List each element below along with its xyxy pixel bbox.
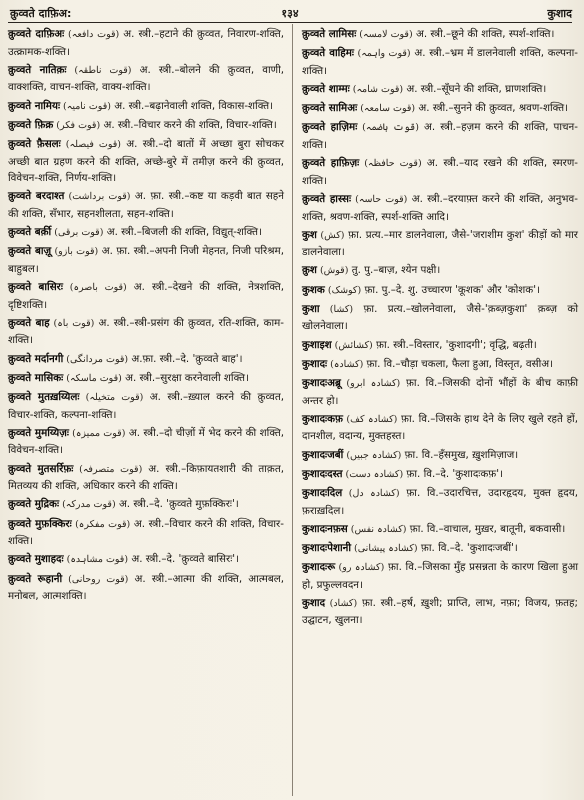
- entry-headword: क़ुव्वते रूहानी: [8, 572, 63, 585]
- entry-urdu-script: (قوت حاسہ): [351, 193, 408, 205]
- entry-definition: फ़ा. वि.–चौड़ा चकला, फैला हुआ, विस्तृत, वसीअ।: [363, 357, 554, 370]
- entry-headword: क़ुव्वते बाह: [8, 316, 50, 329]
- entry-definition: अ. स्त्री.–सूँघने की शक्ति, घ्राणशक्ति।: [403, 82, 547, 95]
- entry-urdu-script: (کشادہ کف): [342, 413, 398, 425]
- entry-definition: फ़ा. वि.–वाचाल, मुख़र, बातूनी, बकवासी।: [406, 522, 566, 535]
- entry-urdu-script: (قوت فیصلہ): [60, 138, 122, 150]
- entry-headword: क़ुव्वते मुशाहदः: [8, 553, 64, 566]
- entry-urdu-script: (قوت سامعہ): [357, 103, 416, 115]
- entry-definition: तु. पु.–बाज़, श्येन पक्षी।: [348, 264, 441, 277]
- entry-headword: क़ुव्वते सामिअः: [302, 102, 358, 115]
- entry-headword: कुशाइश: [302, 338, 332, 351]
- entry-definition: अ. स्त्री.–हटाने की क़ुव्वत, निवारण-शक्ति, उत्क्रामक-शक्ति।: [8, 28, 284, 58]
- dictionary-entry: [8, 351, 284, 369]
- entry-definition: अ.फ़ा. स्त्री.–दे. 'क़ुव्वते बाह'।: [128, 352, 243, 365]
- entry-urdu-script: (قوت باہ): [49, 317, 95, 329]
- entry-headword: क़ुव्वते मुफ़क्किरः: [8, 517, 72, 530]
- entry-definition: अ. स्त्री.–दे. 'क़ुव्वते बासिरः'।: [128, 553, 240, 566]
- entry-urdu-script: (کشادہ رو): [335, 562, 385, 574]
- entry-headword: क़ुव्वते बाज़ू: [8, 245, 52, 258]
- dictionary-entry: [8, 571, 284, 605]
- dictionary-entry: [302, 262, 578, 280]
- entry-definition: फ़ा. वि.–दे. 'कुशादःजबीं'।: [417, 541, 518, 554]
- entry-definition: अ. स्त्री.–बिजली की शक्ति, विद्युत्-शक्ति।: [103, 226, 262, 239]
- entry-urdu-script: (قوت برداشت): [64, 191, 131, 203]
- entry-definition: अ. स्त्री.–ख़्याल करने की क़ुव्वत, विचार-शक्ति, कल्पना-शक्ति।: [8, 391, 284, 421]
- entry-urdu-script: (قوت مدرکہ): [59, 499, 116, 511]
- dictionary-entry: [8, 425, 284, 459]
- entry-definition: अ. स्त्री.–छूने की शक्ति, स्पर्श-शक्ति।: [412, 28, 555, 40]
- entry-headword: क़ुव्वते शाम्मः: [302, 82, 350, 95]
- entry-headword: कुशादःजबीं: [302, 448, 344, 461]
- dictionary-entry: [8, 496, 284, 514]
- entry-urdu-script: (قوت فکر): [53, 119, 101, 131]
- entry-definition: अ. स्त्री.–देखने की शक्ति, नेत्रशक्ति, दृष्टिशक्ति।: [8, 281, 285, 311]
- entry-definition: अ. स्त्री.–आत्मा की शक्ति, आत्मबल, मनोबल, आत्मशक्ति।: [8, 572, 285, 603]
- column-divider: [292, 24, 293, 796]
- entry-headword: क़ुव्वते मर्दानगी: [8, 352, 64, 365]
- entry-urdu-script: (کشادہ دست): [342, 468, 404, 480]
- dictionary-entry: [8, 188, 284, 222]
- entry-definition: फ़ा. स्त्री.–हर्ष, ख़ुशी; प्राप्ति, लाभ, नफ़ा; विजय, फ़तह; उद्घाटन, खुलना।: [302, 596, 578, 627]
- header-guide-word-left: क़ुव्वते दाफ़िअ:: [10, 7, 72, 20]
- entry-definition: फ़ा. प्रत्य.–मार डालनेवाला, जैसे-'जराशीम कुश' कीड़ों को मार डालनेवाला।: [302, 228, 578, 259]
- dictionary-entry: [302, 119, 578, 153]
- entry-headword: क़ुव्वते बर्क़ी: [8, 226, 52, 239]
- entry-headword: क़ुव्वते मुद्रिकः: [8, 498, 60, 511]
- entry-definition: फ़ा. वि.–उदारचित्त, उदारहृदय, मुक्त हृदय, फ़राख़दिल।: [302, 486, 578, 517]
- entry-urdu-script: (قوت شامہ): [349, 83, 404, 95]
- dictionary-entry: [302, 26, 578, 44]
- dictionary-entry: [302, 227, 578, 261]
- entry-urdu-script: (کوشک): [324, 284, 362, 296]
- entry-urdu-script: (قوت متصرفہ): [73, 463, 143, 475]
- entry-definition: अ. स्त्री.–दरयाफ़्त करने की शक्ति, अनुभव-शक्ति, श्रवण-शक्ति, स्पर्श-शक्ति आदि।: [302, 192, 578, 223]
- entry-urdu-script: (کشادہ ابرو): [340, 378, 401, 389]
- entry-definition: फ़ा. वि.–दे. 'कुशादःकफ़'।: [403, 467, 503, 480]
- dictionary-entry: [302, 411, 578, 445]
- entry-urdu-script: (قوت ممیزہ): [68, 427, 126, 439]
- entry-headword: क़ुव्वते बासिरः: [8, 281, 63, 294]
- entry-headword: क़ुव्वते मुतख़य्यिलः: [8, 391, 80, 403]
- entry-headword: क़ुव्वते हास्सः: [302, 192, 352, 205]
- entry-urdu-script: (کشادہ پیشانی): [351, 542, 418, 554]
- entry-urdu-script: (قوت برقی): [51, 227, 104, 239]
- entry-definition: अ. स्त्री.–विचार करने की शक्ति, विचार-शक्ति।: [8, 517, 284, 548]
- entry-headword: कुशाद: [302, 596, 326, 609]
- dictionary-entry: [302, 301, 578, 335]
- entry-headword: कुशादःरू: [302, 561, 336, 574]
- entry-definition: फ़ा. वि.–जिसका मुँह प्रसन्नता के कारण खिला हुआ हो, प्रफुल्लवदन।: [302, 561, 578, 591]
- dictionary-entry: [302, 540, 578, 558]
- entry-definition: अ. स्त्री.–सुरक्षा करनेवाली शक्ति।: [121, 371, 249, 384]
- entry-definition: अ. स्त्री.–बोलने की क़ुव्वत, वाणी, वाक्शक्ति, वाचन-शक्ति, वाक्य-शक्ति।: [8, 63, 285, 94]
- entry-urdu-script: (قوت مشاہدہ): [63, 554, 129, 566]
- entry-headword: क़ुव्वते मुतसर्रिफ़ः: [8, 462, 74, 475]
- entry-definition: अ. स्त्री.–दे. 'क़ुव्वते मुफ़क्किरः'।: [115, 498, 239, 511]
- entry-definition: अ. फ़ा. स्त्री.–अपनी निजी मेहनत, निजी परिश्रम, बाहुबल।: [8, 245, 284, 275]
- entry-urdu-script: (قوش): [316, 265, 349, 277]
- entry-urdu-script: (قوت واہمہ): [354, 48, 411, 60]
- entry-headword: क़ुव्वते दाफ़िअः: [8, 28, 65, 40]
- dictionary-entry: [302, 282, 578, 300]
- dictionary-entry: [302, 45, 578, 79]
- entry-headword: क़ुव्वते वाहिमः: [302, 47, 354, 60]
- entry-definition: अ. स्त्री.–सुनने की क़ुव्वत, श्रवण-शक्ति।: [415, 102, 568, 115]
- dictionary-entry: [302, 191, 578, 225]
- entry-urdu-script: (کش): [316, 229, 345, 241]
- entry-headword: कुशादःदिल: [302, 486, 343, 499]
- right-column: [302, 26, 578, 631]
- entry-headword: क़ुव्वते नातिक़ः: [8, 63, 67, 76]
- entry-definition: फ़ा. वि.–हँसमुख, ख़ुशमिज़ाज।: [401, 448, 519, 461]
- entry-headword: क़ुव्वते लामिसः: [302, 28, 357, 40]
- entry-headword: कुश: [302, 228, 317, 241]
- header-guide-word-right: कुशाद: [547, 7, 572, 20]
- entry-headword: कुशादःनफ़स: [302, 522, 348, 535]
- entry-urdu-script: (قوت باصرہ): [62, 282, 127, 294]
- entry-urdu-script: (قوت لامسہ): [356, 29, 413, 40]
- entry-urdu-script: (قوت نامیہ): [60, 100, 111, 112]
- dictionary-entry: [302, 375, 578, 409]
- entry-headword: कुशादःअब्रू: [302, 377, 341, 389]
- entry-headword: क़ुव्वते नामियः: [8, 99, 61, 112]
- dictionary-entry: [8, 389, 284, 423]
- dictionary-entry: [8, 315, 284, 349]
- entry-urdu-script: (قوت مردانگی): [63, 353, 129, 365]
- dictionary-entry: [8, 279, 284, 313]
- entry-definition: फ़ा. वि.–जिसकी दोनों भौंहों के बीच काफ़ी अन्तर हो।: [302, 377, 578, 407]
- dictionary-entry: [8, 370, 284, 388]
- entry-headword: क़ुव्वते बरदाश्त: [8, 190, 65, 203]
- entry-definition: फ़ा. पु.–दे. शु. उच्चारण 'कूशक' और 'कोशक'।: [361, 283, 540, 296]
- entry-urdu-script: (کشادہ دل): [342, 487, 400, 499]
- entry-definition: अ. स्त्री.–दो बातों में अच्छा बुरा सोचकर अच्छी बात ग्रहण करने की शक्ति, अच्छे-बुरे में तमीज़ करने की क़ुव्वत, विवेचन-शक्ति, निर्णय-शक्ति।: [8, 137, 284, 185]
- entry-headword: कुशादःदस्त: [302, 467, 343, 480]
- entry-urdu-script: (قوت حافظہ): [359, 158, 422, 170]
- entry-headword: कुशादः: [302, 357, 328, 370]
- entry-definition: फ़ा. वि.–जिसके हाथ देने के लिए खुले रहते हों, दानशील, वदान्य, मुक्तहस्त।: [302, 412, 578, 443]
- entry-headword: क़ुश: [302, 264, 317, 277]
- entry-urdu-script: (کشادہ جبیں): [343, 449, 402, 461]
- dictionary-entry: [302, 356, 578, 374]
- dictionary-entry: [8, 26, 284, 60]
- dictionary-entry: [302, 100, 578, 118]
- entry-headword: कुशादःपेशानी: [302, 541, 352, 554]
- entry-urdu-script: (کشا): [319, 303, 354, 315]
- entry-definition: अ. स्त्री.–स्त्री-प्रसंग की क़ुव्वत, रति-शक्ति, काम-शक्ति।: [8, 316, 284, 347]
- entry-urdu-script: (کشاد): [325, 597, 358, 609]
- dictionary-entry: [302, 521, 578, 539]
- header-rule: [8, 22, 572, 23]
- page-header: [8, 6, 572, 22]
- dictionary-entry: [8, 62, 284, 96]
- page-number: १३४: [281, 7, 299, 20]
- entry-definition: अ. स्त्री.–विचार करने की शक्ति, विचार-शक्ति।: [100, 118, 277, 131]
- entry-urdu-script: (قوت ماسکہ): [63, 372, 122, 384]
- entry-definition: अ. स्त्री.–हज़म करने की शक्ति, पाचन-शक्ति।: [302, 121, 578, 151]
- dictionary-entry: [302, 155, 578, 189]
- entry-definition: अ. स्त्री.–भ्रम में डालनेवाली शक्ति, कल्पना-शक्ति।: [302, 47, 579, 77]
- dictionary-entry: [8, 551, 284, 569]
- entry-urdu-script: (قوت ناطقہ): [66, 64, 132, 76]
- entry-headword: क़ुव्वते हाज़िमः: [302, 121, 358, 134]
- entry-urdu-script: (کشادہ نفس): [347, 523, 407, 535]
- entry-headword: क़ुव्वते मासिकः: [8, 371, 64, 384]
- left-column: [8, 26, 284, 606]
- entry-urdu-script: (قوت مفکرہ): [71, 518, 131, 530]
- entry-headword: क़ुव्वते मुमय्यिज़ः: [8, 426, 69, 439]
- entry-definition: अ. स्त्री.–दो चीज़ों में भेद करने की शक्ति, विवेचन-शक्ति।: [8, 426, 284, 457]
- entry-definition: फ़ा. स्त्री.–विस्तार, 'कुशादगी'; वृद्धि, बढ़ती।: [372, 338, 537, 351]
- dictionary-entry: [302, 595, 578, 629]
- entry-urdu-script: (قوت متخیلہ): [79, 392, 144, 403]
- dictionary-entry: [8, 224, 284, 242]
- entry-urdu-script: (کشادہ): [327, 358, 364, 370]
- dictionary-entry: [302, 337, 578, 355]
- dictionary-entry: [302, 81, 578, 99]
- dictionary-entry: [302, 466, 578, 484]
- dictionary-entry: [8, 243, 284, 277]
- entry-headword: क़ुव्वते फ़िक्र: [8, 118, 54, 131]
- dictionary-entry: [302, 559, 578, 593]
- entry-urdu-script: (قوت ہاضمہ): [357, 122, 419, 134]
- entry-definition: अ. स्त्री.–याद रखने की शक्ति, स्मरण-शक्ति।: [302, 157, 578, 187]
- entry-urdu-script: (قوت روحانی): [62, 573, 129, 585]
- dictionary-entry: [302, 447, 578, 465]
- entry-definition: अ. स्त्री.–बढ़ानेवाली शक्ति, विकास-शक्ति।: [110, 99, 274, 112]
- dictionary-entry: [302, 485, 578, 519]
- dictionary-entry: [8, 461, 284, 495]
- entry-urdu-script: (قوت دافعہ): [64, 29, 120, 40]
- entry-headword: क़ुव्वते फ़ैसलः: [8, 137, 61, 150]
- entry-headword: कुशा: [302, 302, 320, 315]
- entry-definition: अ. स्त्री.–किफ़ायतशारी की ताक़त, मितव्यय की शक्ति, अधिकार करने की शक्ति।: [8, 462, 284, 493]
- entry-definition: फ़ा. प्रत्य.–खोलनेवाला, जैसे-'क़ब्ज़कुशा' क़ब्ज़ को खोलनेवाला।: [302, 302, 578, 333]
- entry-headword: कुशक: [302, 283, 325, 296]
- entry-headword: क़ुव्वते हाफ़िज़ः: [302, 157, 360, 170]
- entry-urdu-script: (کشائش): [331, 339, 373, 351]
- entry-urdu-script: (قوت بازو): [51, 246, 99, 258]
- dictionary-entry: [8, 98, 284, 116]
- dictionary-entry: [8, 516, 284, 550]
- entry-definition: अ. फ़ा. स्त्री.–कष्ट या कड़वी बात सहने की शक्ति, सँभार, सहनशीलता, सहन-शक्ति।: [8, 190, 284, 220]
- dictionary-entry: [8, 117, 284, 135]
- dictionary-entry: [8, 136, 284, 187]
- entry-headword: कुशादःकफ़: [302, 412, 343, 425]
